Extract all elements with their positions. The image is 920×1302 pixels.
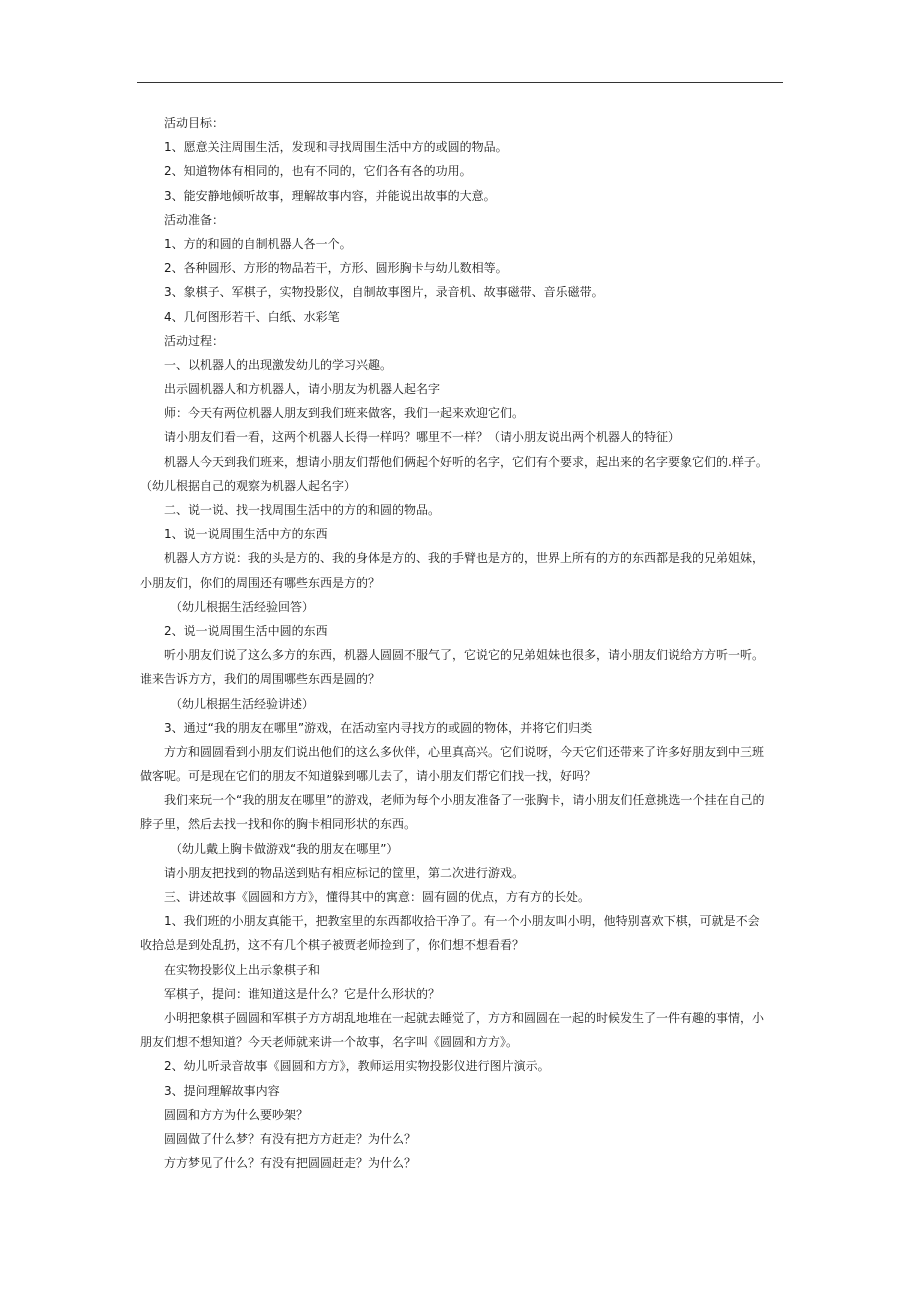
paragraph: 二、说一说、找一找周围生活中的方的和圆的物品。 <box>164 503 441 517</box>
paragraph: 1、愿意关注周围生活，发现和寻找周围生活中方的或圆的物品。 <box>164 140 508 155</box>
paragraph: 2、各种圆形、方形的物品若干，方形、圆形胸卡与幼儿数相等。 <box>164 261 508 276</box>
paragraph: 三、讲述故事《圆圆和方方》，懂得其中的寓意：圆有圆的优点，方有方的长处。 <box>164 890 591 904</box>
header-rule <box>137 82 783 83</box>
paragraph: 小朋友们，你们的周围还有哪些东西是方的？ <box>140 575 381 590</box>
paragraph: 圆圆和方方为什么要吵架？ <box>164 1107 309 1122</box>
paragraph: 机器人今天到我们班来，想请小朋友们帮他们俩起个好听的名字，它们有个要求，起出来的名字要象它们的.样子。 <box>164 454 768 469</box>
paragraph: 1、我们班的小朋友真能干，把教室里的东西都收拾干净了。有一个小朋友叫小明，他特别喜欢下棋，可就是不会 <box>164 914 760 929</box>
paragraph: 朋友们想不想知道？今天老师就来讲一个故事，名字叫《圆圆和方方》。 <box>140 1035 519 1050</box>
paragraph: 3、象棋子、军棋子，实物投影仪，自制故事图片，录音机、故事磁带、音乐磁带。 <box>164 285 604 300</box>
paragraph: 出示圆机器人和方机器人，请小朋友为机器人起名字 <box>164 382 441 397</box>
paragraph: 2、说一说周围生活中圆的东西 <box>164 623 328 638</box>
paragraph: 收拾总是到处乱扔，这不有几个棋子被贾老师捡到了，你们想不想看看？ <box>140 938 525 953</box>
paragraph: 请小朋友把找到的物品送到贴有相应标记的筐里，第二次进行游戏。 <box>164 865 525 880</box>
paragraph: 圆圆做了什么梦？有没有把方方赶走？为什么？ <box>164 1131 417 1146</box>
paragraph: 4、几何图形若干、白纸、水彩笔 <box>164 309 340 324</box>
paragraph: 小明把象棋子圆圆和军棋子方方胡乱地堆在一起就去睡觉了，方方和圆圆在一起的时候发生了一件有趣的事情，小 <box>164 1010 765 1025</box>
paragraph: 1、方的和圆的自制机器人各一个。 <box>164 236 352 251</box>
paragraph: 1、说一说周围生活中方的东西 <box>164 527 328 542</box>
paragraph: 听小朋友们说了这么多方的东西，机器人圆圆不服气了，它说它的兄弟姐妹也很多，请小朋友们说给方方听一听。 <box>164 648 765 663</box>
paragraph: 请小朋友们看一看，这两个机器人长得一样吗？哪里不一样？（请小朋友说出两个机器人的特征） <box>164 430 681 445</box>
paragraph: 方方和圆圆看到小朋友们说出他们的这么多伙伴，心里真高兴。它们说呀，今天它们还带来了许多好朋友到中三班 <box>164 744 765 759</box>
section-heading: 活动目标： <box>164 116 225 130</box>
paragraph: 我们来玩一个“我的朋友在哪里”的游戏，老师为每个小朋友准备了一张胸卡，请小朋友们任意挑选一个挂在自己的 <box>164 793 765 808</box>
document-body <box>140 111 786 1175</box>
paragraph: 3、能安静地倾听故事，理解故事内容，并能说出故事的大意。 <box>164 188 496 203</box>
paragraph: （幼儿根据生活经验讲述） <box>170 696 315 711</box>
paragraph: （幼儿戴上胸卡做游戏“我的朋友在哪里”） <box>170 841 399 856</box>
paragraph: 军棋子，提问：谁知道这是什么？它是什么形状的？ <box>164 986 441 1001</box>
paragraph: 在实物投影仪上出示象棋子和 <box>164 962 321 977</box>
paragraph: 师：今天有两位机器人朋友到我们班来做客，我们一起来欢迎它们。 <box>164 406 525 421</box>
paragraph: 做客呢。可是现在它们的朋友不知道躲到哪儿去了，请小朋友们帮它们找一找，好吗？ <box>140 769 597 784</box>
paragraph: 一、以机器人的出现激发幼儿的学习兴趣。 <box>164 357 393 372</box>
paragraph: 谁来告诉方方，我们的周围哪些东西是圆的？ <box>140 672 381 687</box>
paragraph: （幼儿根据自己的观察为机器人起名字） <box>140 478 357 493</box>
paragraph: 2、知道物体有相同的，也有不同的，它们各有各的功用。 <box>164 164 472 179</box>
paragraph: 2、幼儿听录音故事《圆圆和方方》，教师运用实物投影仪进行图片演示。 <box>164 1059 550 1074</box>
section-heading: 活动准备： <box>164 212 225 227</box>
paragraph: 方方梦见了什么？有没有把圆圆赶走？为什么？ <box>164 1156 417 1171</box>
paragraph: （幼儿根据生活经验回答） <box>170 599 315 614</box>
paragraph: 3、提问理解故事内容 <box>164 1083 280 1098</box>
section-heading: 活动过程： <box>164 333 225 348</box>
paragraph: 脖子里，然后去找一找和你的胸卡相同形状的东西。 <box>140 817 417 832</box>
paragraph: 3、通过“我的朋友在哪里”游戏，在活动室内寻找方的或圆的物体，并将它们归类 <box>164 720 593 735</box>
paragraph: 机器人方方说：我的头是方的、我的身体是方的、我的手臂也是方的，世界上所有的方的东西都是我的兄弟姐妹， <box>164 551 765 566</box>
